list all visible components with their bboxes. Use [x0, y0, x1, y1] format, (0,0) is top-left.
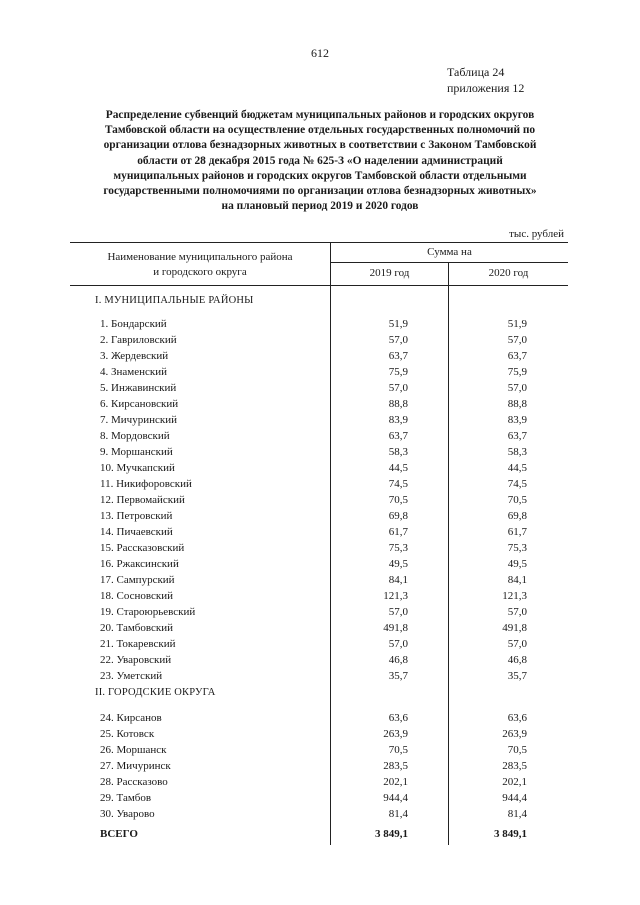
row-value-2019: 63,7: [388, 350, 408, 362]
row-value-2019: 35,7: [388, 670, 408, 682]
row-name: 22. Уваровский: [100, 654, 172, 666]
sum-header-divider: [330, 262, 568, 263]
row-name: 3. Жердевский: [100, 350, 169, 362]
table-row: [0, 396, 640, 412]
row-name: 30. Уварово: [100, 808, 155, 820]
page-number: 612: [311, 46, 329, 60]
row-value-2020: 57,0: [507, 382, 527, 394]
row-value-2019: 57,0: [388, 334, 408, 346]
row-value-2019: 61,7: [388, 526, 408, 538]
row-value-2019: 491,8: [383, 622, 408, 634]
row-value-2019: 84,1: [388, 574, 408, 586]
total-row: [0, 826, 640, 842]
row-value-2020: 61,7: [507, 526, 527, 538]
total-label: ВСЕГО: [100, 828, 138, 840]
table-row: [0, 540, 640, 556]
row-value-2020: 63,6: [507, 712, 527, 724]
row-value-2019: 46,8: [388, 654, 408, 666]
header-name-line2: и городского округа: [153, 266, 247, 278]
row-name: 28. Рассказово: [100, 776, 168, 788]
row-value-2020: 75,3: [507, 542, 527, 554]
row-name: 29. Тамбов: [100, 792, 152, 804]
row-value-2020: 44,5: [507, 462, 527, 474]
title-line: государственными полномочиями по организации отлова безнадзорных животных»: [103, 185, 537, 198]
row-value-2020: 944,4: [502, 792, 527, 804]
section-title-city-districts: II. ГОРОДСКИЕ ОКРУГА: [95, 687, 216, 698]
total-value-2020: 3 849,1: [494, 828, 527, 840]
row-value-2019: 81,4: [388, 808, 408, 820]
row-name: 4. Знаменский: [100, 366, 168, 378]
table-row: [0, 588, 640, 604]
row-value-2019: 283,5: [383, 760, 408, 772]
title-line: области от 28 декабря 2015 года № 625-З «О наделении администраций: [137, 154, 503, 167]
row-value-2020: 83,9: [507, 414, 527, 426]
table-row: [0, 710, 640, 726]
row-value-2020: 70,5: [507, 494, 527, 506]
row-value-2020: 46,8: [507, 654, 527, 666]
table-row: [0, 620, 640, 636]
row-name: 20. Тамбовский: [100, 622, 174, 634]
table-ref-line2: приложения 12: [447, 81, 525, 95]
row-value-2020: 57,0: [507, 334, 527, 346]
row-value-2020: 84,1: [507, 574, 527, 586]
table-row: [0, 604, 640, 620]
header-bottom-border: [70, 285, 568, 286]
row-value-2020: 63,7: [507, 430, 527, 442]
row-value-2020: 51,9: [507, 318, 527, 330]
row-value-2020: 74,5: [507, 478, 527, 490]
row-name: 8. Мордовский: [100, 430, 170, 442]
row-name: 5. Инжавинский: [100, 382, 177, 394]
header-year-2020: 2020 год: [488, 267, 529, 279]
row-value-2019: 69,8: [388, 510, 408, 522]
row-value-2020: 81,4: [507, 808, 527, 820]
row-value-2019: 58,3: [388, 446, 408, 458]
row-name: 26. Моршанск: [100, 744, 167, 756]
row-name: 13. Петровский: [100, 510, 173, 522]
row-value-2019: 63,6: [388, 712, 408, 724]
row-value-2020: 263,9: [502, 728, 527, 740]
table-row: [0, 758, 640, 774]
row-name: 6. Кирсановский: [100, 398, 179, 410]
table-row: [0, 636, 640, 652]
row-name: 9. Моршанский: [100, 446, 173, 458]
row-value-2019: 202,1: [383, 776, 408, 788]
row-value-2020: 35,7: [507, 670, 527, 682]
row-name: 19. Староюрьевский: [100, 606, 196, 618]
table-row: [0, 556, 640, 572]
row-name: 11. Никифоровский: [100, 478, 192, 490]
table-row: [0, 364, 640, 380]
table-row: [0, 652, 640, 668]
row-value-2019: 57,0: [388, 382, 408, 394]
row-value-2019: 57,0: [388, 606, 408, 618]
title-line: муниципальных районов и городских округов Тамбовской области отдельными: [113, 169, 527, 182]
row-name: 24. Кирсанов: [100, 712, 162, 724]
row-name: 7. Мичуринский: [100, 414, 177, 426]
row-value-2019: 63,7: [388, 430, 408, 442]
row-value-2020: 70,5: [507, 744, 527, 756]
row-value-2020: 121,3: [502, 590, 527, 602]
row-value-2020: 75,9: [507, 366, 527, 378]
row-value-2019: 70,5: [388, 494, 408, 506]
row-value-2019: 75,9: [388, 366, 408, 378]
row-name: 18. Сосновский: [100, 590, 174, 602]
row-name: 21. Токаревский: [100, 638, 176, 650]
title-line: Тамбовской области на осуществление отдельных государственных полномочий по: [104, 124, 536, 137]
row-name: 27. Мичуринск: [100, 760, 171, 772]
title-line: организации отлова безнадзорных животных в соответствии с Законом Тамбовской: [103, 139, 537, 152]
table-row: [0, 774, 640, 790]
table-row: [0, 668, 640, 684]
row-value-2020: 57,0: [507, 638, 527, 650]
row-value-2019: 49,5: [388, 558, 408, 570]
table-ref-line1: Таблица 24: [447, 65, 505, 79]
row-value-2019: 83,9: [388, 414, 408, 426]
table-row: [0, 726, 640, 742]
header-year-2019: 2019 год: [369, 267, 410, 279]
row-name: 25. Котовск: [100, 728, 155, 740]
table-row: [0, 412, 640, 428]
row-value-2019: 74,5: [388, 478, 408, 490]
row-value-2020: 88,8: [507, 398, 527, 410]
table-row: [0, 460, 640, 476]
row-value-2019: 57,0: [388, 638, 408, 650]
row-value-2020: 69,8: [507, 510, 527, 522]
row-value-2020: 202,1: [502, 776, 527, 788]
table-row: [0, 572, 640, 588]
table-row: [0, 790, 640, 806]
row-value-2020: 49,5: [507, 558, 527, 570]
row-value-2019: 88,8: [388, 398, 408, 410]
table-row: [0, 316, 640, 332]
header-sum: Сумма на: [427, 246, 472, 258]
table-row: [0, 806, 640, 822]
row-name: 17. Сампурский: [100, 574, 175, 586]
header-name-line1: Наименование муниципального района: [107, 251, 293, 263]
row-name: 12. Первомайский: [100, 494, 185, 506]
table-row: [0, 332, 640, 348]
table-top-border: [70, 242, 568, 243]
table-row: [0, 492, 640, 508]
row-value-2019: 75,3: [388, 542, 408, 554]
document-title: [70, 108, 570, 214]
row-name: 16. Ржаксинский: [100, 558, 179, 570]
header-name-column: [80, 250, 320, 280]
row-name: 1. Бондарский: [100, 318, 167, 330]
units-label: тыс. рублей: [509, 228, 564, 240]
row-value-2019: 944,4: [383, 792, 408, 804]
row-name: 2. Гавриловский: [100, 334, 177, 346]
row-value-2019: 70,5: [388, 744, 408, 756]
table-row: [0, 524, 640, 540]
table-row: [0, 348, 640, 364]
row-value-2019: 121,3: [383, 590, 408, 602]
row-value-2020: 57,0: [507, 606, 527, 618]
table-row: [0, 444, 640, 460]
section-title-districts: I. МУНИЦИПАЛЬНЫЕ РАЙОНЫ: [95, 295, 254, 306]
row-name: 15. Рассказовский: [100, 542, 185, 554]
row-value-2019: 263,9: [383, 728, 408, 740]
row-value-2020: 491,8: [502, 622, 527, 634]
row-value-2020: 58,3: [507, 446, 527, 458]
title-line: на плановый период 2019 и 2020 годов: [221, 200, 419, 213]
row-name: 14. Пичаевский: [100, 526, 173, 538]
table-row: [0, 508, 640, 524]
table-row: [0, 380, 640, 396]
total-value-2019: 3 849,1: [375, 828, 408, 840]
row-name: 10. Мучкапский: [100, 462, 175, 474]
title-line: Распределение субвенций бюджетам муниципальных районов и городских округов: [105, 109, 535, 121]
row-value-2020: 63,7: [507, 350, 527, 362]
row-value-2020: 283,5: [502, 760, 527, 772]
row-value-2019: 51,9: [388, 318, 408, 330]
row-value-2019: 44,5: [388, 462, 408, 474]
table-row: [0, 742, 640, 758]
row-name: 23. Уметский: [100, 670, 163, 682]
table-reference: [447, 64, 524, 96]
table-row: [0, 428, 640, 444]
table-row: [0, 476, 640, 492]
